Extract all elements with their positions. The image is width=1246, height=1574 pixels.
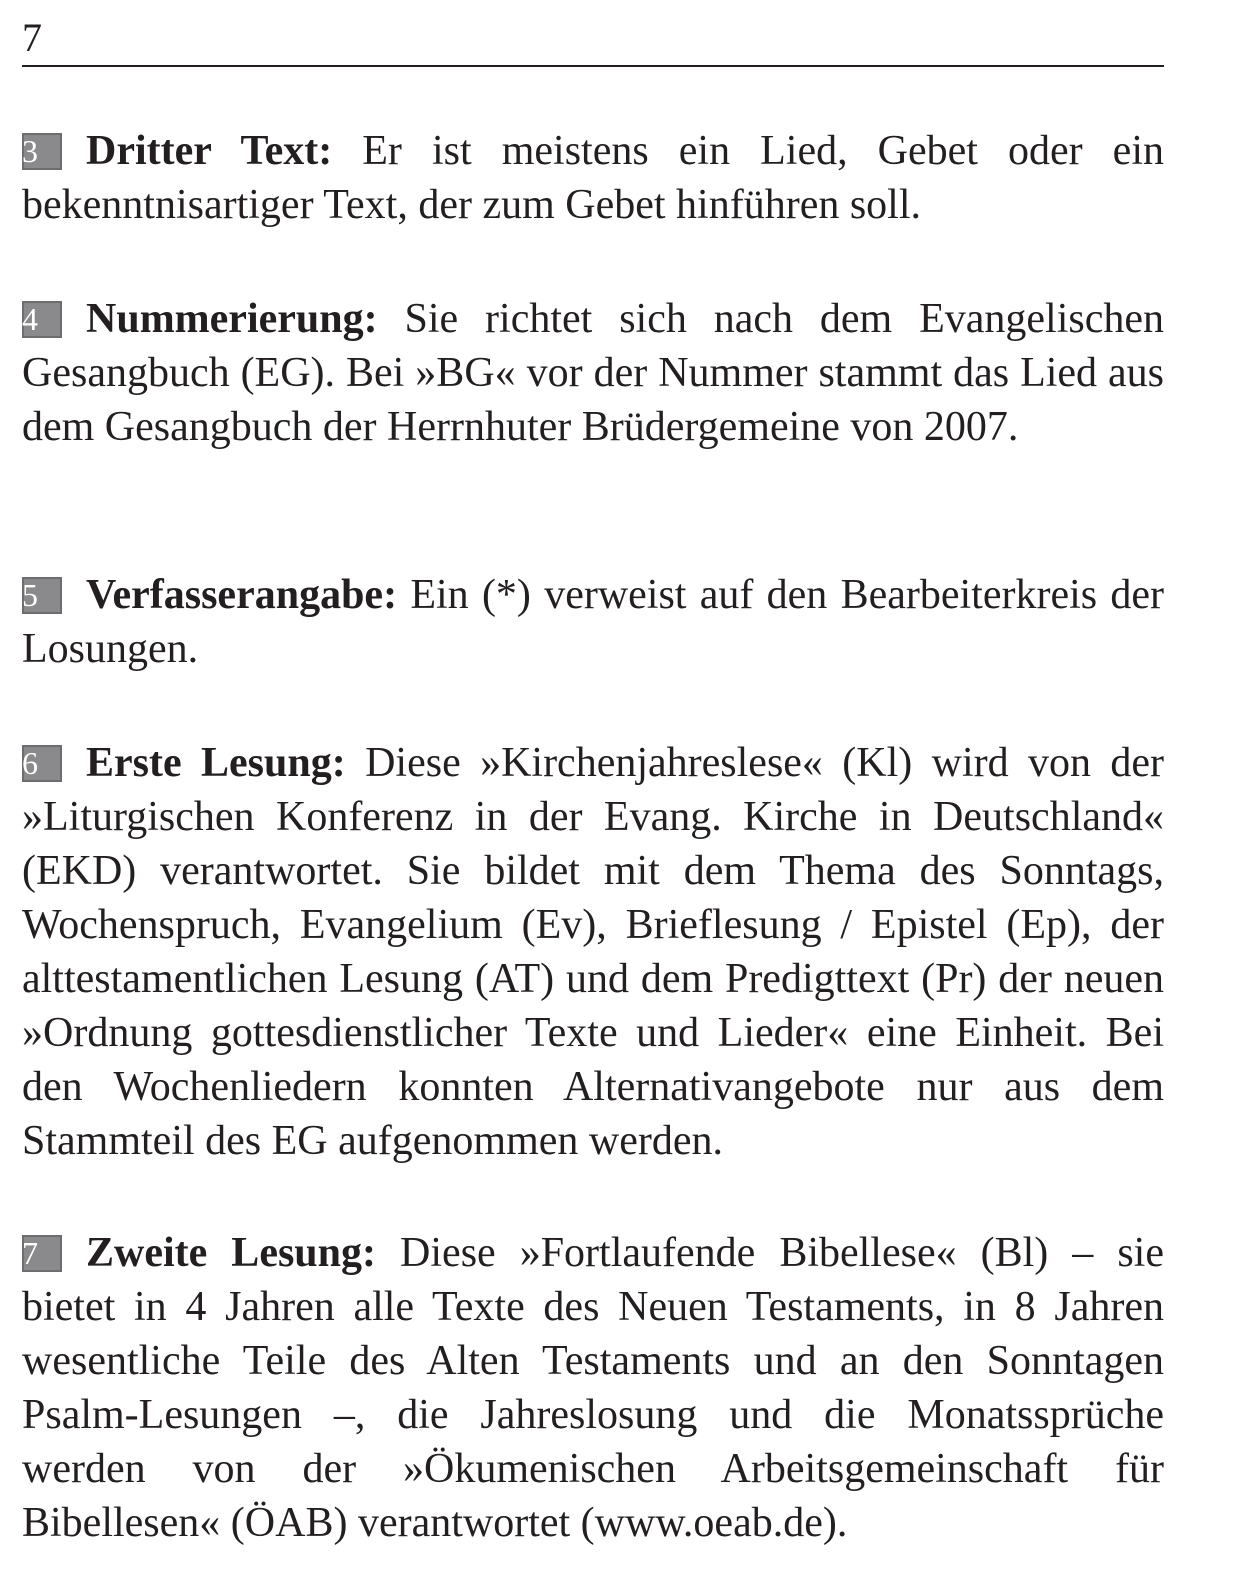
section-number-badge: 5	[22, 577, 62, 614]
section-erste-lesung	[22, 736, 1164, 1168]
page-number: 7	[22, 15, 42, 60]
section-number-badge: 6	[22, 745, 62, 782]
section-zweite-lesung	[22, 1226, 1164, 1550]
section-label: Nummerierung:	[86, 296, 378, 342]
section-nummerierung	[22, 292, 1164, 454]
section-label: Zweite Lesung:	[86, 1230, 377, 1276]
section-text: Er ist meistens ein Lied, Gebet oder ein bekenntnisartiger Text, der zum Gebet hinführen soll.	[22, 128, 1164, 228]
section-dritter-text	[22, 124, 1164, 232]
section-text: Diese »Fortlaufende Bibellese« (Bl) – sie bietet in 4 Jahren alle Texte des Neuen Testaments, in 8 Jahren wesentliche Teile des Alten Testaments und an den Sonntagen Psalm-Lesungen –, die Jahreslosung und die Monatssprüche werden von der »Ökumenischen Arbeitsgemeinschaft für Bibellesen« (ÖAB) verantwortet (www.oeab.de).	[22, 1230, 1164, 1546]
section-verfasserangabe	[22, 568, 1164, 676]
section-text: Sie richtet sich nach dem Evangelischen Gesangbuch (EG). Bei »BG« vor der Nummer stammt das Lied aus dem Gesangbuch der Herrnhuter Brüdergemeine von 2007.	[22, 296, 1164, 450]
section-number-badge: 4	[22, 301, 62, 338]
section-number-badge: 3	[22, 133, 62, 170]
section-label: Dritter Text:	[86, 128, 333, 174]
section-label: Erste Lesung:	[86, 740, 346, 786]
section-label: Verfasserangabe:	[86, 572, 398, 618]
section-text: Diese »Kirchenjahreslese« (Kl) wird von der »Liturgischen Konferenz in der Evang. Kirche in Deutschland« (EKD) verantwortet. Sie bildet mit dem Thema des Sonntags, Wochenspruch, Evangelium (Ev), Brieflesung / Epistel (Ep), der alttestamentlichen Lesung (AT) und dem Predigttext (Pr) der neuen »Ordnung gottesdienstlicher Texte und Lieder« eine Einheit. Bei den Wochenliedern konnten Alternativangebote nur aus dem Stammteil des EG aufgenommen werden.	[22, 740, 1164, 1164]
section-number-badge: 7	[22, 1235, 62, 1272]
section-text: Ein (*) verweist auf den Bearbeiterkreis der Losungen.	[22, 572, 1165, 672]
page-header	[22, 0, 1164, 67]
